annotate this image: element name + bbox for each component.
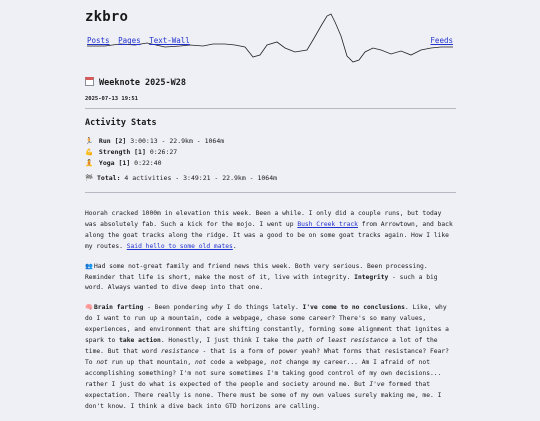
post-title-text: Weeknote 2025-W28 xyxy=(99,78,186,88)
activity-value: 0:26:27 xyxy=(149,147,178,156)
divider xyxy=(85,192,456,193)
old-mates-link[interactable]: Said hello to some old mates xyxy=(126,242,233,250)
nav-pages-link[interactable]: Pages xyxy=(118,36,141,45)
activity-heading: Activity Stats xyxy=(85,118,157,128)
activity-label: Run [2] xyxy=(98,137,127,145)
post-date: 2025-07-13 19:51 xyxy=(85,96,138,102)
yoga-icon: 🧘 xyxy=(85,158,94,167)
nav-posts-link[interactable]: Posts xyxy=(87,36,110,45)
nav-textwall-link[interactable]: Text-Wall xyxy=(149,36,190,45)
brain-icon: 🧠 xyxy=(85,304,93,312)
people-icon: 👥 xyxy=(85,262,93,270)
total-label: Total: xyxy=(97,174,121,182)
activity-row-yoga xyxy=(85,158,224,169)
divider xyxy=(85,108,456,109)
paragraph: 🧠Brain farting - Been pondering why I do things lately. I've come to no conclusions. Like, why do I want to run up a mountain, code a webpage, chase some career? There's so many values, experiences, and environment that are shifting constantly, forming some alignment that ignites a spark to take action. Honestly, I just think I take the path of least resistance a lot of the time. But that word resistance - that is a form of power yeah? What forms that resistance? Fear? To not run up that mountain, not code a webpage, not change my career... Am I afraid of not accomplishing something? I'm not sure sometimes I'm taking good control of my own decisions... rather I just do what is expected of the people and society around me. But I've formed that expectation. There really is none. There must be some of my own values surely making me, me. I don't know. I think a dive back into GTD horizons are calling. xyxy=(85,304,449,410)
activity-value: 0:22:40 xyxy=(134,158,162,167)
activity-list xyxy=(85,136,224,168)
site-nav xyxy=(87,36,194,45)
total-value: 4 activities - 3:49:21 - 22.9km - 1064m xyxy=(124,174,278,182)
post-body xyxy=(85,209,456,421)
feeds-link[interactable]: Feeds xyxy=(430,36,453,45)
checkered-flag-icon: 🏁 xyxy=(85,174,94,182)
calendar-icon xyxy=(85,77,94,86)
site-title[interactable]: zkbro xyxy=(85,9,129,25)
activity-label: Yoga [1] xyxy=(98,158,131,167)
activity-total xyxy=(85,174,277,182)
muscle-icon: 💪 xyxy=(85,147,94,156)
activity-label: Strength [1] xyxy=(98,147,146,156)
post-title xyxy=(85,77,186,88)
bush-creek-link[interactable]: Bush Creek track xyxy=(297,220,358,228)
activity-row-strength xyxy=(85,147,224,158)
runner-icon: 🏃 xyxy=(85,137,94,145)
activity-value: 3:00:13 - 22.9km - 1064m xyxy=(130,137,225,145)
activity-row-run xyxy=(85,136,224,147)
paragraph: Hoorah cracked 1000m in elevation this week. Been a while. I only did a couple runs, but today was absolutely fab. Such a kick for the mojo. I went up Bush Creek track from Arrowtown, and back along the goat tracks along the ridge. It was a good to be on some goat tracks again. How I like my routes. Said hello to some old mates. xyxy=(85,210,453,250)
paragraph: 👥Had some not-great family and friend news this week. Both very serious. Been processing. Reminder that life is short, make the most of it, live with integrity. Integrity - such a big word. Always wanted to dive deep into that one. xyxy=(85,262,438,292)
